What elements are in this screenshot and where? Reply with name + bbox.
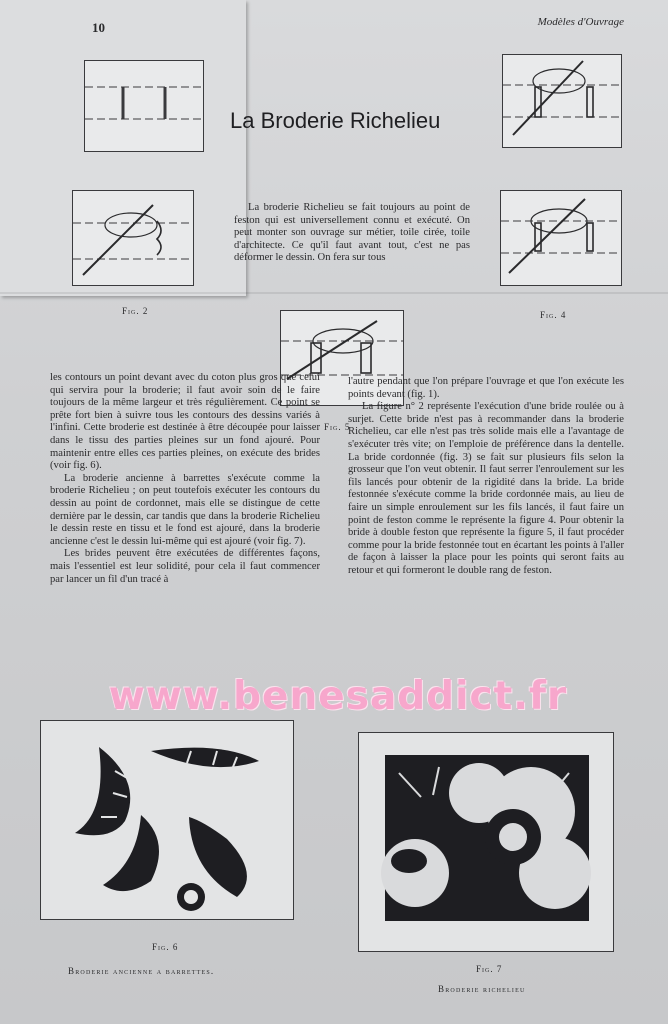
fig4-illustration: [500, 190, 622, 286]
bottom-caption-right: Broderie richelieu: [438, 984, 526, 994]
watermark-url: www.benesaddict.fr: [108, 674, 568, 719]
fig6-drawing: [41, 721, 293, 919]
running-head: Modèles d'Ouvrage: [537, 16, 624, 28]
fig2-drawing: [73, 191, 193, 285]
fig3-drawing: [503, 55, 621, 147]
bottom-caption-left: Broderie ancienne a barrettes.: [68, 966, 215, 976]
page-title: La Broderie Richelieu: [230, 108, 441, 133]
intro-paragraph: [234, 202, 470, 265]
fig3-illustration: [502, 54, 622, 148]
fig1-drawing: [85, 61, 203, 151]
fig6-illustration: [40, 720, 294, 920]
fig6-caption: Fig. 6: [152, 942, 179, 952]
fig5-caption: Fig. 5: [324, 422, 351, 432]
left-paragraph-3: Les brides peuvent être exécutées de différentes façons, mais l'essentiel est leur solidité, pour cela il faut commencer par lancer un fil d'un tracé à: [50, 548, 320, 585]
page-number: 10: [92, 20, 105, 35]
fig7-drawing: [359, 733, 613, 951]
fig2-caption: Fig. 2: [122, 306, 149, 316]
fig1-illustration: [84, 60, 204, 152]
left-paragraph-1: les contours un point devant avec du coton plus gros que celui qui servira pour la broderie; il faut avoir soin de le faire toujours de la même largeur et très régulièrement. Ce point se prête fort bien à suivre tous les contours des dessins variés à l'infini. Cette broderie est destinée à être découpée pour laisser dans le tissu des parties pleines sur un fond ajouré. Pour maintenir entre elles ces parties pleines, on exécute des brides (voir fig. 6).: [50, 372, 320, 472]
right-column: [348, 376, 624, 578]
right-paragraph-1: l'autre pendant que l'on prépare l'ouvrage et que l'on exécute les points devant (fig. 1).: [348, 376, 624, 400]
fig4-drawing: [501, 191, 621, 285]
fig7-caption: Fig. 7: [476, 964, 503, 974]
fig4-caption: Fig. 4: [540, 310, 567, 320]
left-paragraph-2: La broderie ancienne à barrettes s'exécute comme la broderie Richelieu ; on peut toutefois exécuter les contours du dessin au point de cordonnet, mais elle se distingue de cette dernière par le dessin, car tandis que dans la broderie Richelieu le dessin reste en tissu et le fond est ajouré, dans la broderie ancienne c'est le dessin lui-même qui est ajouré (voir fig. 7).: [50, 472, 320, 547]
fig7-illustration: [358, 732, 614, 952]
fig2-illustration: [72, 190, 194, 286]
right-paragraph-2: La figure n° 2 représente l'exécution d'une bride roulée ou à surjet. Cette bride n'est pas à recommander dans la broderie Richelieu, car elle n'est pas très solide mais elle a l'avantage de s'exécuter très vite; on l'emploie de préférence dans la dentelle. La bride cordonnée (fig. 3) se fait sur plusieurs fils selon la grosseur que l'on veut obtenir. Il faut serrer l'enroulement sur les fils lancés pour obtenir de la rigidité dans la bride. La bride festonnée s'exécute comme la bride cordonnée mais, au lieu de faire un simple enroulement sur les fils lancés, il faut faire un point de feston comme le représente la figure 4. Pour obtenir la bride à double feston que représente la figure 5, il faut procéder comme pour la bride festonnée tout en écartant les points à l'aller de façon à laisser la place pour les points qui seront faits au retour et qui formeront le double rang de feston.: [348, 401, 624, 576]
intro-text: La broderie Richelieu se fait toujours au point de feston qui est universellement connu et exécuté. On peut monter son ouvrage sur métier, toile cirée, toile d'architecte. Ce qu'il faut avant tout, c'est ne pas déformer le dessin. On fera sur tous: [234, 202, 470, 264]
page-fold-line: [0, 292, 668, 294]
left-column: [50, 372, 320, 586]
